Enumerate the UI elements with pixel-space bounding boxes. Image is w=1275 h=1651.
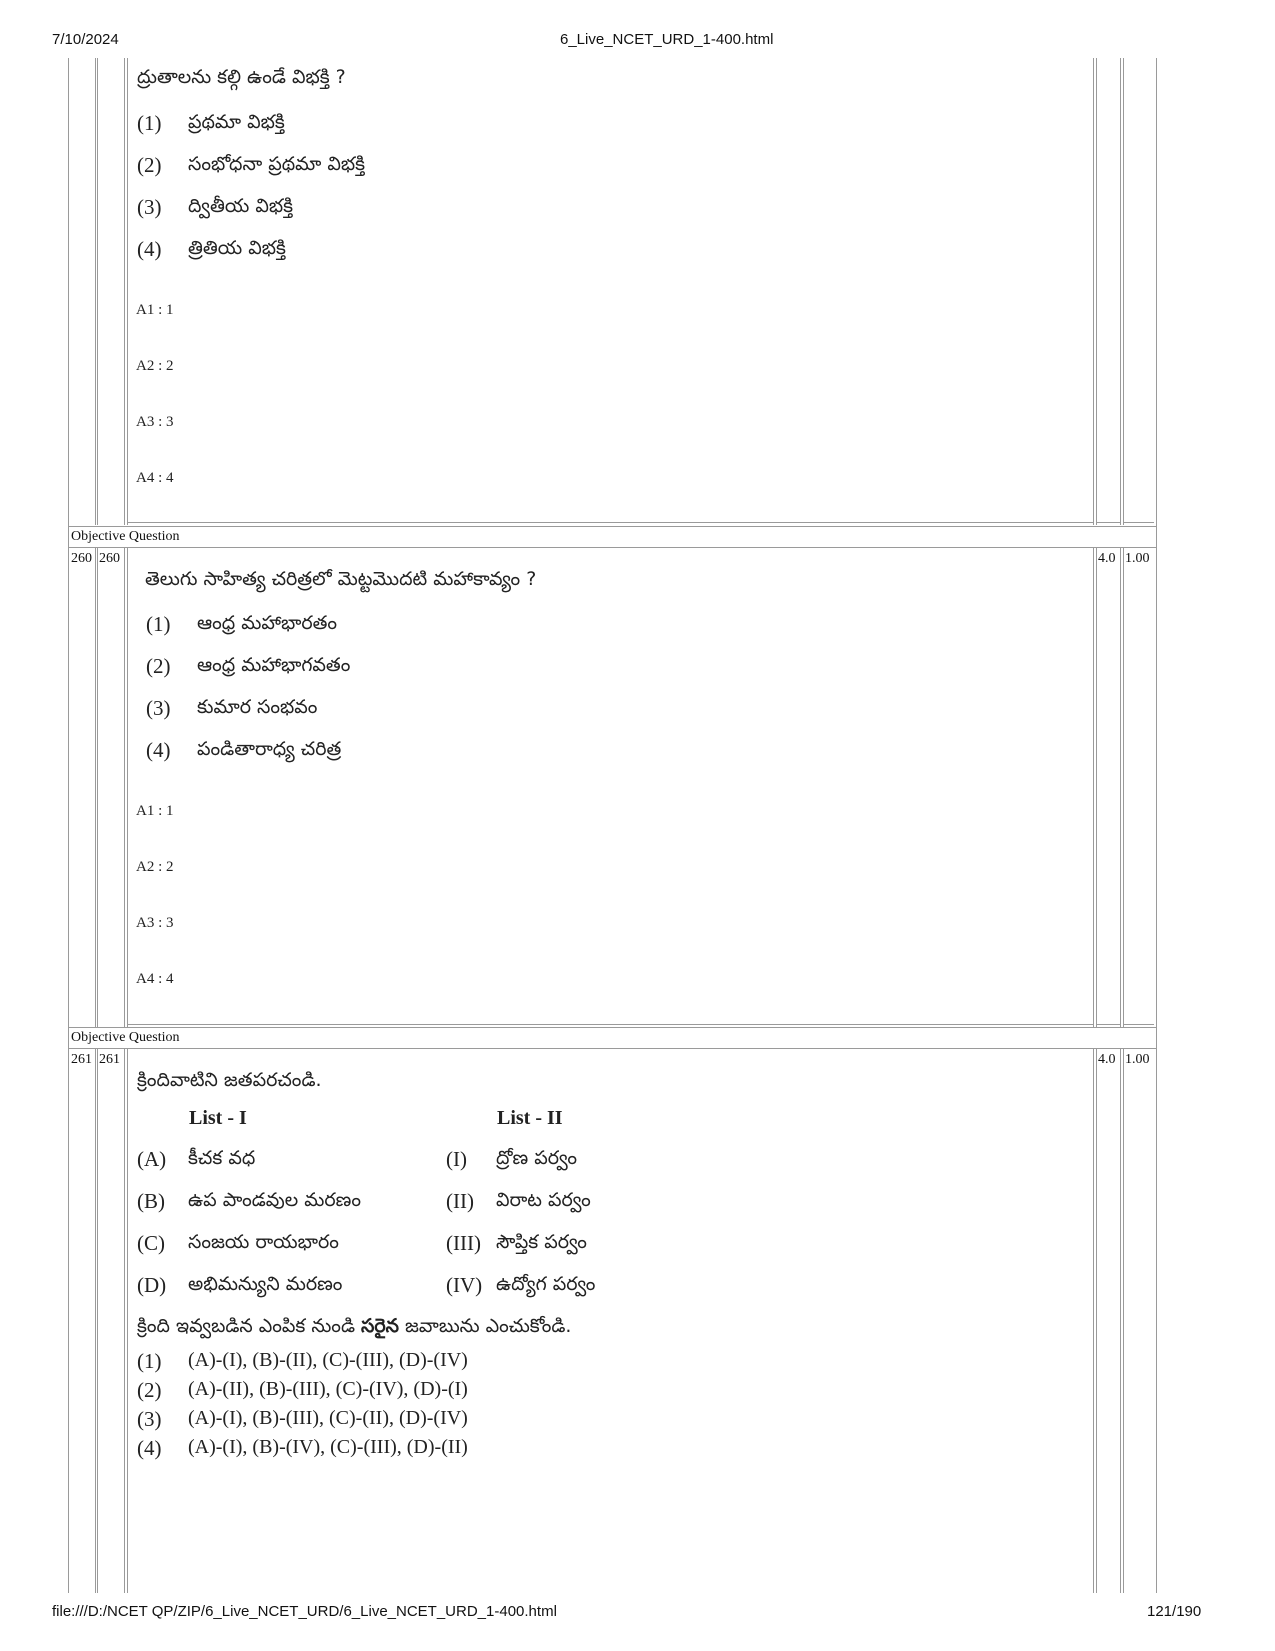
answer-option: A1 : 1 bbox=[136, 302, 174, 318]
option-text: సంభోధనా ప్రథమా విభక్తి bbox=[188, 153, 366, 175]
answer-option: A1 : 1 bbox=[136, 803, 174, 819]
answer-option: A4 : 4 bbox=[136, 971, 174, 987]
option-number: (2) bbox=[146, 654, 171, 678]
list-2-label: (II) bbox=[446, 1189, 474, 1213]
answer-option: A2 : 2 bbox=[136, 859, 174, 875]
emphasis-correct: సరైన bbox=[361, 1315, 399, 1337]
list-2-item: విరాట పర్వం bbox=[496, 1189, 591, 1211]
option-text: ఆంధ్ర మహాభారతం bbox=[197, 612, 338, 634]
list-2-item: ద్రోణ పర్వం bbox=[496, 1147, 577, 1169]
list-2-label: (IV) bbox=[446, 1273, 483, 1297]
list-1-label: (C) bbox=[137, 1231, 165, 1255]
answer-option: A4 : 4 bbox=[136, 470, 174, 486]
option-text: (A)-(II), (B)-(III), (C)-(IV), (D)-(I) bbox=[188, 1378, 468, 1400]
serial-number: 260 bbox=[71, 551, 92, 566]
list-1-label: (A) bbox=[137, 1147, 167, 1171]
list-1-item: కీచక వధ bbox=[188, 1147, 256, 1169]
list-1-heading: List - I bbox=[189, 1107, 247, 1129]
option-number: (4) bbox=[137, 237, 162, 261]
list-1-label: (B) bbox=[137, 1189, 165, 1213]
option-text: కుమార సంభవం bbox=[197, 696, 318, 718]
option-number: (1) bbox=[137, 1349, 162, 1373]
answer-option: A3 : 3 bbox=[136, 414, 174, 430]
question-text: ద్రుతాలను కల్గి ఉండే విభక్తి ? bbox=[137, 66, 346, 88]
list-1-item: ఉప పాండవుల మరణం bbox=[188, 1189, 361, 1211]
negative-marks: 1.00 bbox=[1125, 551, 1150, 566]
list-2-label: (I) bbox=[446, 1147, 467, 1171]
option-text: (A)-(I), (B)-(III), (C)-(II), (D)-(IV) bbox=[188, 1407, 468, 1429]
list-2-label: (III) bbox=[446, 1231, 481, 1255]
question-number: 261 bbox=[99, 1052, 120, 1067]
document-title: 6_Live_NCET_URD_1-400.html bbox=[560, 31, 774, 48]
print-date: 7/10/2024 bbox=[52, 31, 119, 48]
table-border bbox=[1156, 58, 1157, 1593]
option-number: (4) bbox=[137, 1436, 162, 1460]
option-number: (4) bbox=[146, 738, 171, 762]
list-2-item: సౌప్తిక పర్వం bbox=[496, 1231, 587, 1253]
negative-marks: 1.00 bbox=[1125, 1052, 1150, 1067]
option-text: (A)-(I), (B)-(II), (C)-(III), (D)-(IV) bbox=[188, 1349, 468, 1371]
file-path: file:///D:/NCET QP/ZIP/6_Live_NCET_URD/6_Live_NCET_URD_1-400.html bbox=[52, 1603, 557, 1620]
question-type-label: Objective Question bbox=[71, 529, 180, 544]
option-number: (2) bbox=[137, 153, 162, 177]
option-text: ఆంధ్ర మహాభాగవతం bbox=[197, 654, 351, 676]
list-2-heading: List - II bbox=[497, 1107, 563, 1129]
page-number: 121/190 bbox=[1147, 1603, 1202, 1620]
list-1-item: సంజయ రాయభారం bbox=[188, 1231, 339, 1253]
option-number: (2) bbox=[137, 1378, 162, 1402]
option-text: (A)-(I), (B)-(IV), (C)-(III), (D)-(II) bbox=[188, 1436, 468, 1458]
answer-option: A3 : 3 bbox=[136, 915, 174, 931]
option-number: (1) bbox=[146, 612, 171, 636]
table-border bbox=[68, 58, 69, 1593]
option-text: ద్వితీయ విభక్తి bbox=[188, 195, 293, 217]
instruction-text: క్రింది ఇవ్వబడిన ఎంపిక నుండి సరైన జవాబును ఎంచుకోండి. bbox=[137, 1315, 572, 1337]
option-number: (3) bbox=[137, 195, 162, 219]
question-text: క్రిందివాటిని జతపరచండి. bbox=[137, 1069, 322, 1091]
option-number: (1) bbox=[137, 111, 162, 135]
option-text: త్రితియ విభక్తి bbox=[188, 237, 286, 259]
list-1-item: అభిమన్యుని మరణం bbox=[188, 1273, 343, 1295]
serial-number: 261 bbox=[71, 1052, 92, 1067]
marks: 4.0 bbox=[1098, 551, 1116, 566]
question-number: 260 bbox=[99, 551, 120, 566]
option-text: పండితారాధ్య చరిత్ర bbox=[197, 738, 342, 760]
option-number: (3) bbox=[137, 1407, 162, 1431]
list-2-item: ఉద్యోగ పర్వం bbox=[496, 1273, 596, 1295]
option-number: (3) bbox=[146, 696, 171, 720]
question-type-label: Objective Question bbox=[71, 1030, 180, 1045]
list-1-label: (D) bbox=[137, 1273, 167, 1297]
option-text: ప్రథమా విభక్తి bbox=[188, 111, 285, 133]
answer-option: A2 : 2 bbox=[136, 358, 174, 374]
question-text: తెలుగు సాహిత్య చరిత్రలో మెట్టమొదటి మహాకావ్యం ? bbox=[145, 568, 537, 590]
marks: 4.0 bbox=[1098, 1052, 1116, 1067]
